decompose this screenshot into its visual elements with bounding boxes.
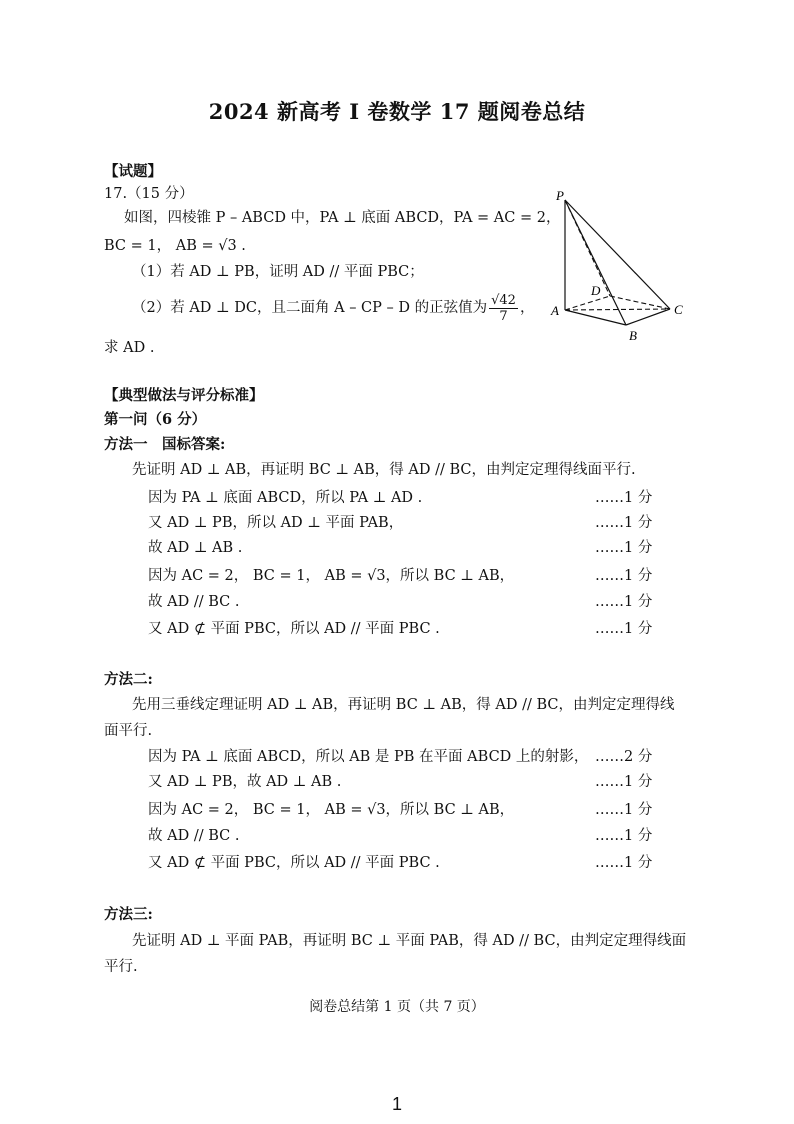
- method-1-score-5: ……1 分: [595, 594, 653, 610]
- problem-heading: 【试题】: [104, 163, 162, 180]
- method-1-score-3: ……1 分: [595, 540, 653, 556]
- method-2-step-1: 因为 PA ⊥ 底面 ABCD，所以 AB 是 PB 在平面 ABCD 上的射影，: [148, 749, 589, 765]
- problem-part-2-text: （2）若 AD ⊥ DC，且二面角 A – CP – D 的正弦值为: [132, 300, 488, 316]
- method-2-step-4: 故 AD // BC .: [148, 828, 240, 844]
- method-3-intro-1: 先证明 AD ⊥ 平面 PAB，再证明 BC ⊥ 平面 PAB，得 AD // BC，由判定定理得线面: [132, 933, 687, 949]
- method-3-heading: 方法三:: [104, 906, 153, 923]
- method-1-step-6: 又 AD ⊄ 平面 PBC，所以 AD // 平面 PBC .: [148, 621, 440, 637]
- method-1-score-6: ……1 分: [595, 621, 653, 637]
- label-P: P: [556, 188, 564, 203]
- edge-AD-hidden: [565, 296, 610, 310]
- label-B: B: [629, 328, 637, 343]
- method-2-step-2: 又 AD ⊥ PB，故 AD ⊥ AB .: [148, 774, 342, 790]
- fraction-numerator: √42: [491, 292, 516, 308]
- method-2-score-3: ……1 分: [595, 802, 653, 818]
- method-2-score-2: ……1 分: [595, 774, 653, 790]
- method-1-step-4: 因为 AC = 2， BC = 1， AB = √3，所以 BC ⊥ AB，: [148, 568, 515, 584]
- section-heading: 【典型做法与评分标准】: [104, 387, 264, 404]
- method-1-score-4: ……1 分: [595, 568, 653, 584]
- method-3-intro-2: 平行.: [104, 959, 138, 975]
- method-1-step-2: 又 AD ⊥ PB，所以 AD ⊥ 平面 PAB，: [148, 515, 404, 531]
- page-number: 1: [391, 1094, 402, 1114]
- method-2-heading: 方法二:: [104, 671, 153, 688]
- method-1-heading: 方法一 国标答案:: [104, 436, 226, 453]
- method-2-step-3: 因为 AC = 2， BC = 1， AB = √3，所以 BC ⊥ AB，: [148, 802, 515, 818]
- page-footer: 阅卷总结第 1 页（共 7 页）: [309, 999, 485, 1015]
- method-2-intro-1: 先用三垂线定理证明 AD ⊥ AB，再证明 BC ⊥ AB，得 AD // BC，由判定定理得线: [132, 697, 675, 713]
- page-title: 2024 新高考 I 卷数学 17 题阅卷总结: [208, 99, 586, 124]
- problem-part-2: [132, 290, 534, 326]
- problem-number: 17.（15 分）: [104, 186, 194, 202]
- problem-part-1: （1）若 AD ⊥ PB，证明 AD // 平面 PBC；: [132, 264, 424, 280]
- method-1-step-5: 故 AD // BC .: [148, 594, 240, 610]
- method-1-step-3: 故 AD ⊥ AB .: [148, 540, 243, 556]
- fraction-denominator: 7: [499, 308, 508, 324]
- edge-BC: [626, 309, 670, 325]
- method-2-intro-2: 面平行.: [104, 723, 153, 739]
- problem-line-1: 如图，四棱锥 P – ABCD 中，PA ⊥ 底面 ABCD，PA = AC = 2，: [124, 210, 561, 226]
- label-C: C: [674, 302, 683, 317]
- method-2-score-5: ……1 分: [595, 855, 653, 871]
- edge-AB: [565, 310, 626, 325]
- edge-DC-hidden: [610, 296, 670, 309]
- label-A: A: [551, 303, 559, 318]
- question-1-heading: 第一问（6 分）: [104, 411, 207, 428]
- method-1-score-2: ……1 分: [595, 515, 653, 531]
- edge-PC: [565, 200, 670, 309]
- sine-fraction: [489, 293, 518, 324]
- problem-line-2: BC = 1， AB = √3 .: [104, 238, 246, 254]
- edge-AC-hidden: [565, 309, 670, 310]
- problem-part-2-end: ，: [519, 300, 535, 316]
- method-1-intro: 先证明 AD ⊥ AB，再证明 BC ⊥ AB，得 AD // BC，由判定定理得线面平行.: [132, 462, 636, 478]
- method-2-score-1: ……2 分: [595, 749, 653, 765]
- label-D: D: [591, 283, 601, 298]
- method-2-step-5: 又 AD ⊄ 平面 PBC，所以 AD // 平面 PBC .: [148, 855, 440, 871]
- method-1-score-1: ……1 分: [595, 490, 653, 506]
- method-1-step-1: 因为 PA ⊥ 底面 ABCD，所以 PA ⊥ AD .: [148, 490, 423, 506]
- pyramid-figure: [546, 188, 696, 348]
- method-2-score-4: ……1 分: [595, 828, 653, 844]
- problem-ask: 求 AD .: [104, 340, 155, 356]
